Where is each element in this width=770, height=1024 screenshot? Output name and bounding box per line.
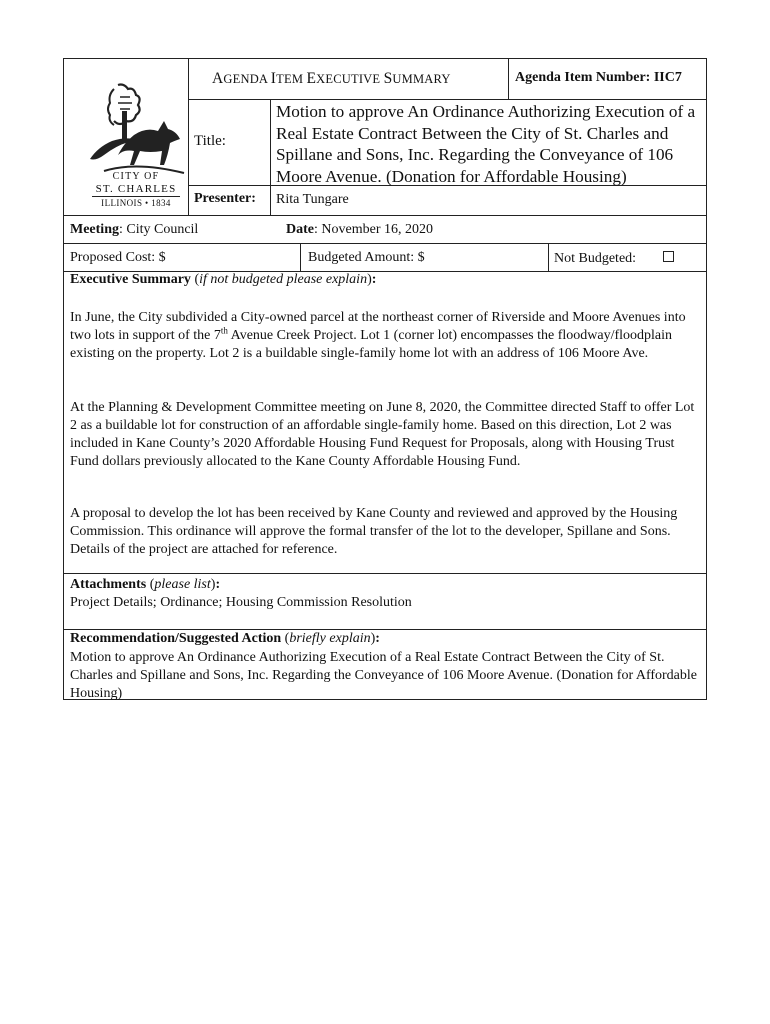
meeting-row-bottom [64, 243, 706, 244]
title-label: Title: [194, 133, 226, 149]
presenter-label: Presenter: [194, 191, 256, 206]
proposed-cost: Proposed Cost: $ [70, 250, 166, 265]
logo-rule [92, 196, 180, 197]
label-column-divider [270, 99, 271, 215]
cost-divider-1 [300, 243, 301, 271]
logo-st-charles: ST. CHARLES [95, 183, 177, 195]
logo-city-of: CITY OF [112, 171, 160, 182]
exec-summary-paragraph-2: At the Planning & Development Committee meeting on June 8, 2020, the Committee directed Staff to offer Lot 2 as a buildable lot for construction of an affordable single-family home. Based on this direction, Lot 2 was included in Kane County’s 2020 Affordable Housing Fund Request for Proposals, along with Housing Trust Fund dollars previously allocated to the Kane County Affordable Housing Fund. [70, 400, 695, 469]
logo-column-divider [188, 59, 189, 215]
exec-summary-paragraph-3: A proposal to develop the lot has been received by Kane County and reviewed and approved by the Housing Commission. This ordinance will approve the formal transfer of the lot to the developer, Spillane and Sons. Details of the project are attached for reference. [70, 506, 678, 557]
agenda-item-number: Agenda Item Number: IIC7 [515, 70, 682, 85]
meeting-field: Meeting: City Council [70, 222, 199, 237]
logo-illinois: ILLINOIS • 1834 [101, 198, 171, 208]
exec-summary-heading: Executive Summary (if not budgeted please explain): [70, 272, 377, 287]
budgeted-amount: Budgeted Amount: $ [308, 250, 425, 265]
presenter-value: Rita Tungare [276, 192, 349, 207]
exec-summary-paragraph-1: In June, the City subdivided a City-owned parcel at the northeast corner of Riverside and Moore Avenues into two lots in support of the 7th Avenue Creek Project. Lot 1 (corner lot) encompasses the floodway/floodplain existing on the property. Lot 2 is a buildable single-family home lot with an address of 106 Moore Ave. [70, 310, 686, 361]
recommendation-value: Motion to approve An Ordinance Authorizing Execution of a Real Estate Contract Between the City of St. Charles and Spillane and Sons, Inc. Regarding the Conveyance of 106 Moore Avenue. (Donation for Affordable Housing) [70, 650, 697, 701]
fox-tree-emblem [84, 81, 188, 181]
form-title: AGENDA ITEM EXECUTIVE SUMMARY [212, 70, 451, 87]
not-budgeted-label: Not Budgeted: [554, 251, 637, 266]
attachments-heading: Attachments (please list): [70, 577, 221, 592]
presenter-row-bottom [64, 215, 706, 216]
agenda-summary-form [63, 58, 707, 700]
attachments-bottom [64, 629, 706, 630]
title-value: Motion to approve An Ordinance Authorizing Execution of a Real Estate Contract Between the City of St. Charles and Spillane and Sons, Inc. Regarding the Conveyance of 106 Moore Avenue. (Donation for Affordable Housing) [276, 102, 696, 186]
date-field: Date: November 16, 2020 [286, 222, 433, 237]
header-row-divider [188, 99, 706, 100]
not-budgeted-checkbox[interactable] [663, 251, 674, 262]
summary-bottom [64, 573, 706, 574]
header-item-divider [508, 59, 509, 99]
cost-divider-2 [548, 243, 549, 271]
attachments-value: Project Details; Ordinance; Housing Commission Resolution [70, 595, 412, 610]
recommendation-heading: Recommendation/Suggested Action (briefly explain): [70, 631, 380, 646]
